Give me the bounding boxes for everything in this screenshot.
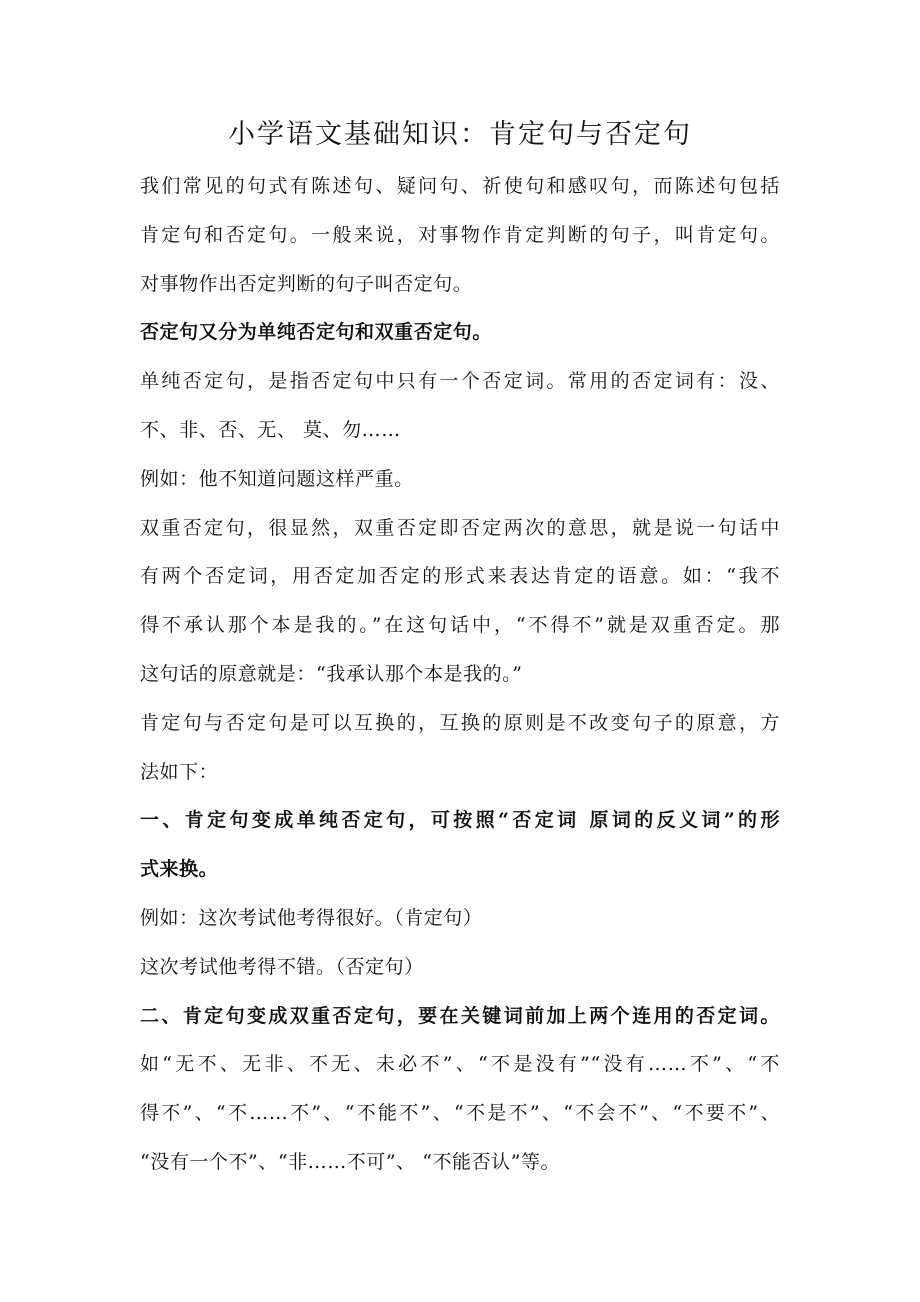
text-line: 如“无不、无非、不无、未必不”、“不是没有”“没有……不”、“不 <box>140 1053 780 1076</box>
section-heading: 否定句又分为单纯否定句和双重否定句。 <box>140 321 492 344</box>
example-line: 例如：他不知道问题这样严重。 <box>140 467 414 490</box>
example-line: 这次考试他考得不错。（否定句） <box>140 955 424 978</box>
text-line: 法如下： <box>140 760 219 783</box>
section-heading: 式来换。 <box>140 858 219 881</box>
section-heading: 一、肯定句变成单纯否定句，可按照“否定词 原词的反义词”的形 <box>140 809 780 832</box>
document-body <box>140 162 780 1187</box>
text-line: 肯定句与否定句是可以互换的，互换的原则是不改变句子的原意，方 <box>140 711 780 734</box>
text-line: 双重否定句，很显然，双重否定即否定两次的意思，就是说一句话中 <box>140 516 780 539</box>
text-line: 这句话的原意就是：“我承认那个本是我的。” <box>140 662 523 685</box>
text-line: 得不”、“不……不”、“不能不”、“不是不”、“不会不”、“不要不”、 <box>140 1102 780 1125</box>
text-line: “没有一个不”、“非……不可”、 “不能否认”等。 <box>140 1150 561 1173</box>
text-line: 得不承认那个本是我的。”在这句话中，“不得不”就是双重否定。那 <box>140 614 780 637</box>
text-line: 不、非、否、无、 莫、勿…… <box>140 418 401 441</box>
text-line: 我们常见的句式有陈述句、疑问句、祈使句和感叹句，而陈述句包括 <box>140 175 780 197</box>
text-line: 有两个否定词，用否定加否定的形式来表达肯定的语意。如：“我不 <box>140 565 780 588</box>
example-line: 例如：这次考试他考得很好。（肯定句） <box>140 906 483 929</box>
section-heading: 二、肯定句变成双重否定句，要在关键词前加上两个连用的否定词。 <box>140 1004 780 1027</box>
text-line: 肯定句和否定句。一般来说，对事物作肯定判断的句子，叫肯定句。 <box>140 223 780 246</box>
text-line: 单纯否定句，是指否定句中只有一个否定词。常用的否定词有：没、 <box>140 370 780 393</box>
text-line: 对事物作出否定判断的句子叫否定句。 <box>140 272 473 295</box>
document-title: 小学语文基础知识：肯定句与否定句 <box>228 119 692 150</box>
